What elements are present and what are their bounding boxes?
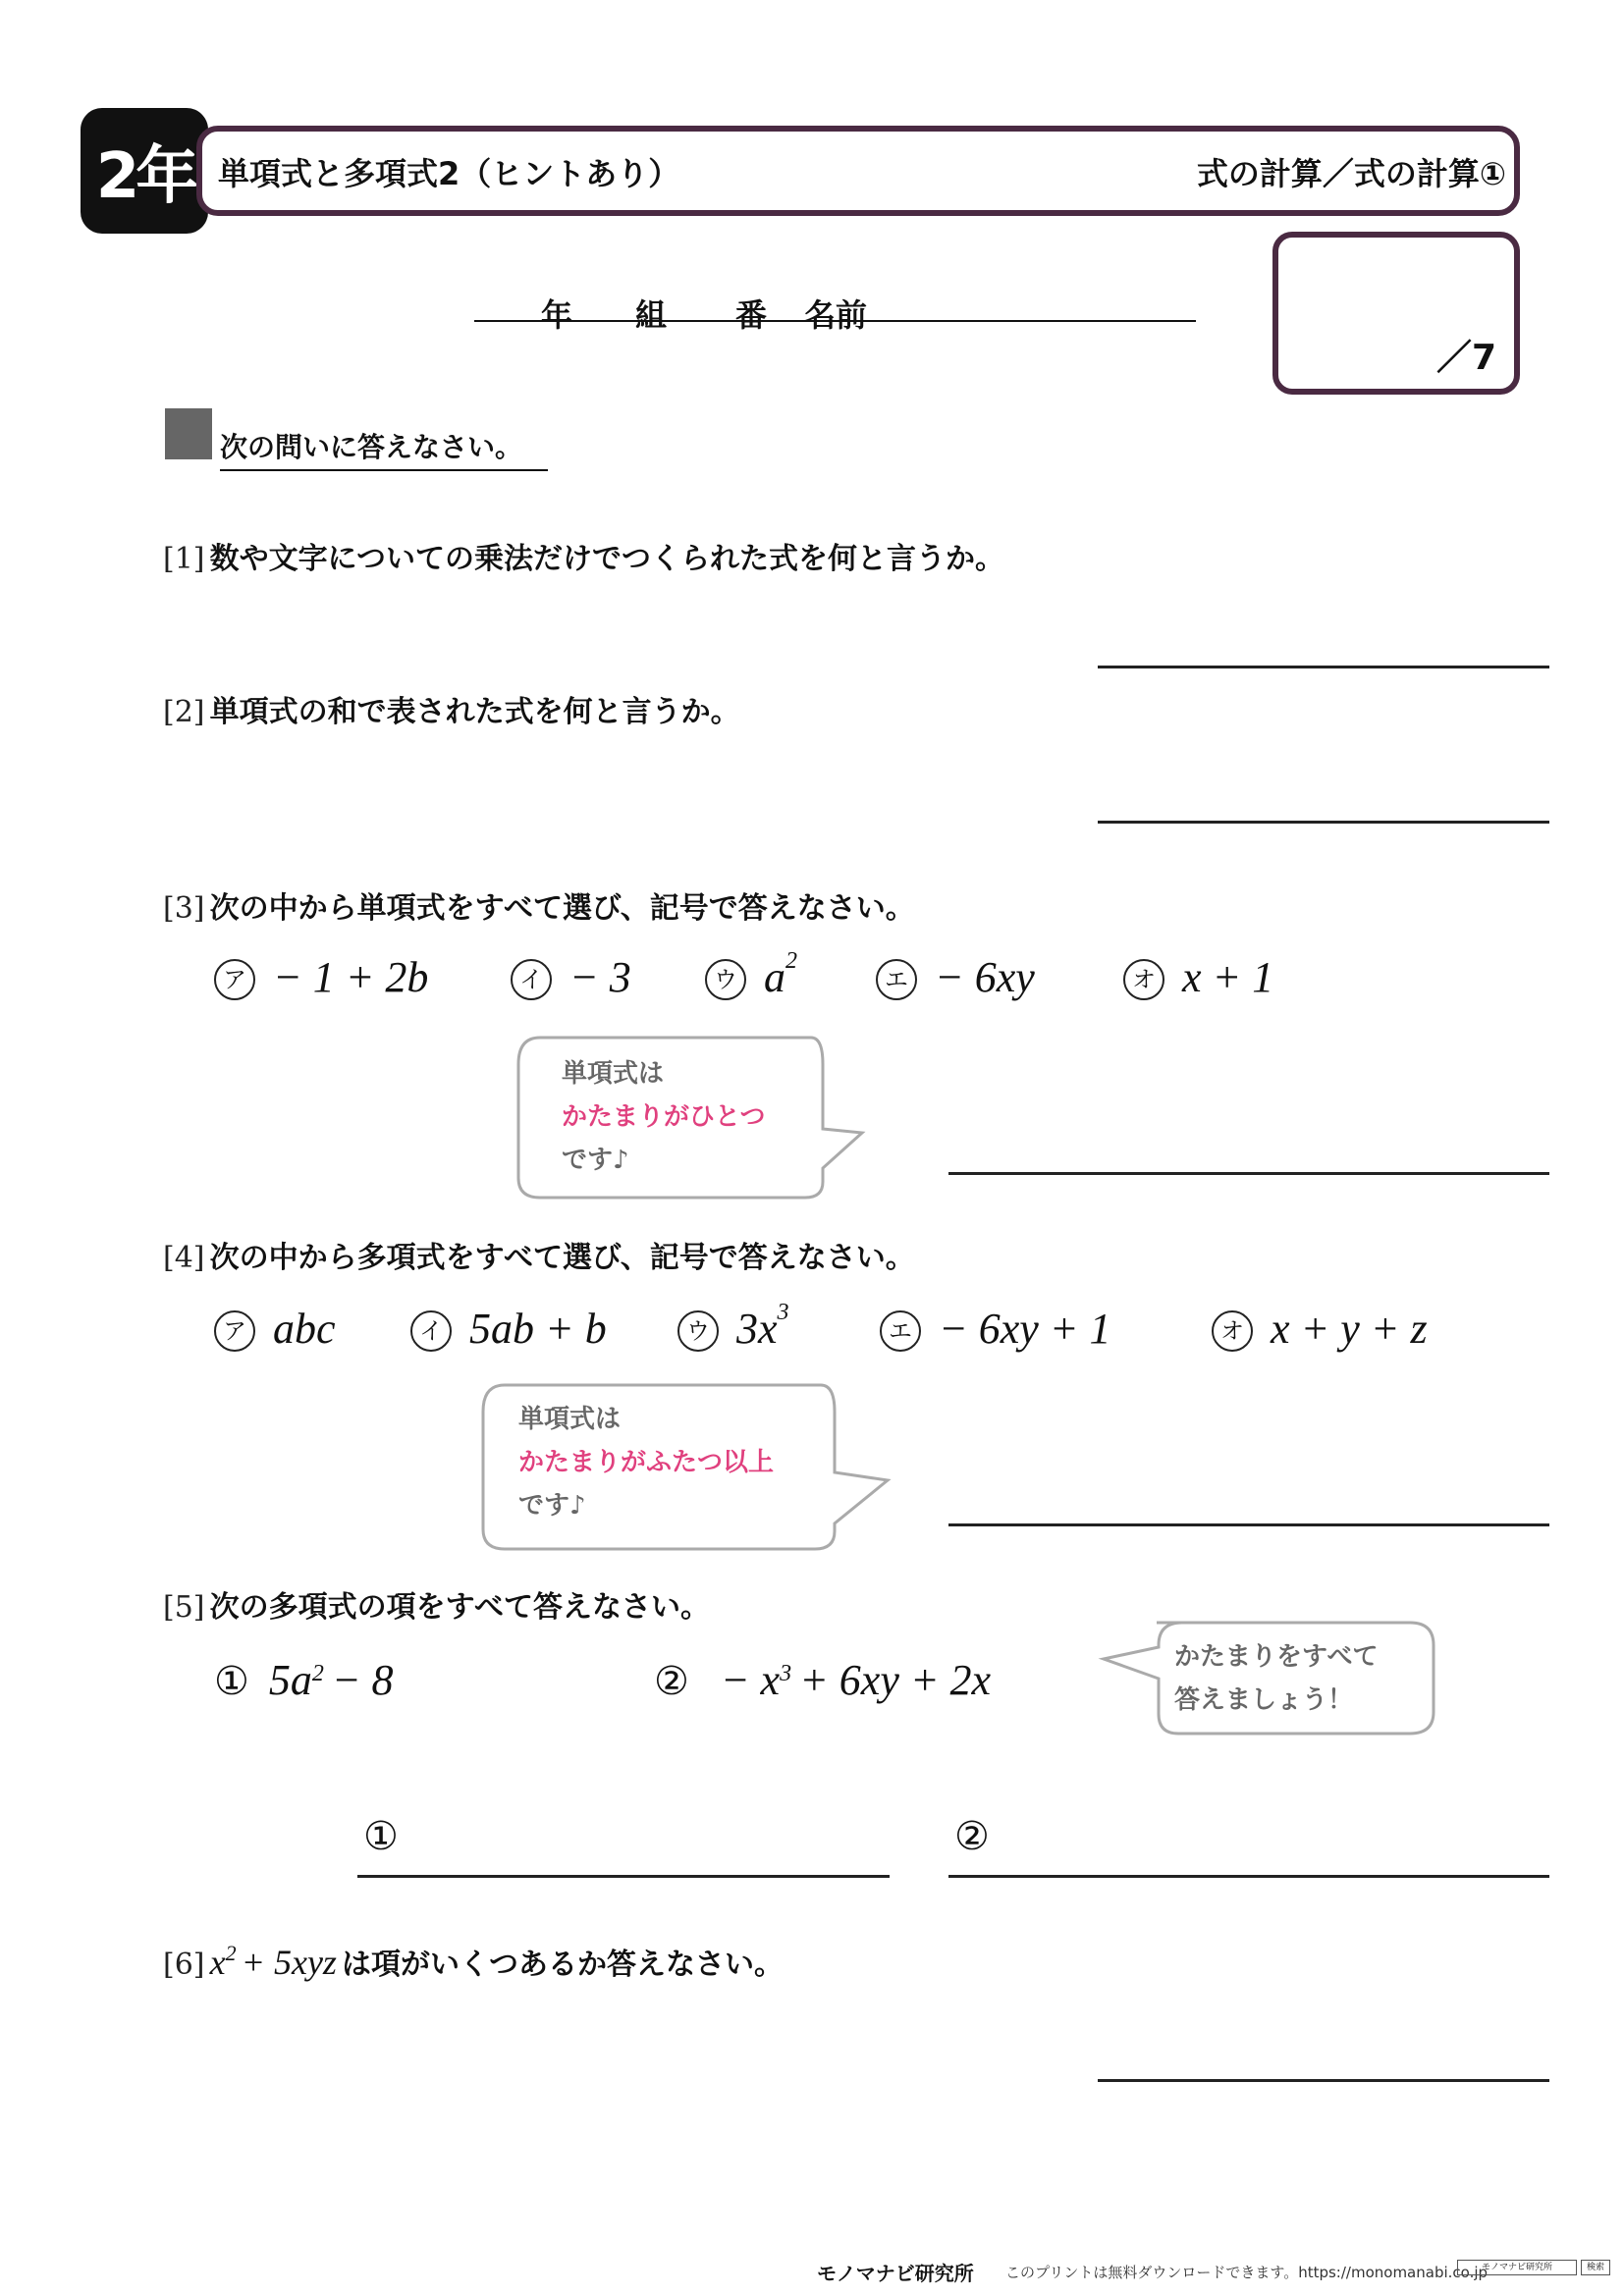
item-mark: ① <box>214 1659 249 1704</box>
q5-item-1 <box>214 1655 394 1705</box>
hint-highlight: かたまりがふたつ以上 <box>518 1448 775 1477</box>
search-button-label: 検索 <box>1586 2263 1604 2272</box>
footer-logo: モノマナビ研究所 <box>817 2262 974 2285</box>
question-4 <box>163 1233 915 1276</box>
exponent: 3 <box>777 1300 789 1326</box>
choice-expression: x + 1 <box>1182 953 1274 1001</box>
number-label: 番 <box>735 296 768 334</box>
question-number: [3] <box>163 891 205 926</box>
question-text: 次の中から多項式をすべて選び、記号で答えなさい。 <box>209 1241 915 1275</box>
choice-mark: ウ <box>705 959 746 1000</box>
q3-choice-e <box>1123 952 1273 1002</box>
q3-choice-b <box>511 952 631 1002</box>
student-info-line[interactable] <box>474 291 1196 334</box>
hint-text-4 <box>518 1398 774 1527</box>
answer-label-2: ② <box>954 1814 990 1859</box>
expression-part: + 6xy + 2x <box>799 1656 992 1704</box>
choice-mark: エ <box>876 959 917 1000</box>
question-text: は項がいくつあるか答えなさい。 <box>342 1948 785 1982</box>
choice-mark: エ <box>880 1310 921 1352</box>
choice-expression: 5ab + b <box>469 1305 607 1353</box>
hint-line: 単項式は <box>562 1059 665 1089</box>
unit-label: 式の計算／式の計算① <box>1196 155 1506 192</box>
expression-part: − x <box>720 1656 781 1704</box>
answer-line-6[interactable] <box>1098 2079 1549 2082</box>
instruction-text: 次の問いに答えなさい。 <box>220 426 548 471</box>
expression-part: − 8 <box>331 1656 394 1704</box>
expression-part: + 5xyz <box>241 1943 337 1982</box>
choice-expression: x + y + z <box>1271 1305 1428 1353</box>
answer-line-4[interactable] <box>948 1523 1549 1526</box>
answer-label-1: ① <box>363 1814 399 1859</box>
q3-choice-d <box>876 952 1035 1002</box>
q3-choice-a <box>214 952 428 1002</box>
question-number: [4] <box>163 1241 205 1275</box>
answer-line-2[interactable] <box>1098 821 1549 824</box>
question-text: 単項式の和で表された式を何と言うか。 <box>209 695 740 729</box>
question-number: [6] <box>163 1948 205 1982</box>
choice-expression: − 1 + 2b <box>273 953 429 1001</box>
answer-line-5-2[interactable] <box>948 1875 1549 1878</box>
hint-line: 答えましょう！ <box>1174 1685 1354 1715</box>
choice-mark: オ <box>1123 959 1164 1000</box>
class-label: 組 <box>635 296 668 334</box>
footer-search-box[interactable] <box>1457 2260 1577 2275</box>
q4-choice-c <box>677 1300 789 1354</box>
year-label: 年 <box>541 296 573 334</box>
q3-choice-c <box>705 948 797 1002</box>
question-number: [2] <box>163 695 205 729</box>
search-label: モノマナビ研究所 <box>1482 2263 1552 2272</box>
choice-expression: − 6xy + 1 <box>939 1305 1111 1353</box>
hint-line: です♪ <box>518 1491 586 1521</box>
hint-line: 単項式は <box>518 1405 622 1434</box>
choice-mark: イ <box>410 1310 452 1352</box>
hint-text-5 <box>1174 1635 1378 1722</box>
choice-mark: ア <box>214 959 255 1000</box>
expression-part: 5a <box>268 1656 312 1704</box>
choice-expression: − 3 <box>569 953 631 1001</box>
exponent: 2 <box>785 948 797 975</box>
choice-mark: イ <box>511 959 552 1000</box>
choice-expression: abc <box>273 1305 336 1353</box>
expression-part: x <box>209 1943 226 1982</box>
choice-mark: オ <box>1212 1310 1253 1352</box>
hint-highlight: かたまりがひとつ <box>562 1102 766 1132</box>
exponent: 2 <box>225 1940 237 1965</box>
question-1 <box>163 534 1004 577</box>
q4-choice-a <box>214 1304 336 1354</box>
footer-note: このプリントは無料ダウンロードできます。https://monomanabi.co.jp <box>1005 2264 1489 2281</box>
question-number: [1] <box>163 542 205 576</box>
answer-line-3[interactable] <box>948 1172 1549 1175</box>
choice-expression: 3x <box>736 1305 778 1353</box>
footer-search-button[interactable] <box>1581 2260 1610 2275</box>
q4-choice-d <box>880 1304 1110 1354</box>
question-6 <box>163 1940 784 1983</box>
hint-line: かたまりをすべて <box>1174 1642 1379 1672</box>
choice-mark: ア <box>214 1310 255 1352</box>
grade-label: 2年 <box>95 140 195 213</box>
choice-mark: ウ <box>677 1310 719 1352</box>
section-marker <box>165 408 212 459</box>
hint-line: です♪ <box>562 1146 629 1175</box>
question-text: 数や文字についての乗法だけでつくられた式を何と言うか。 <box>209 542 1004 576</box>
hint-text-3 <box>562 1052 765 1182</box>
answer-line-1[interactable] <box>1098 666 1549 668</box>
question-number: [5] <box>163 1590 205 1625</box>
q4-choice-b <box>410 1304 607 1354</box>
worksheet-title: 単項式と多項式2（ヒントあり） <box>218 155 680 192</box>
score-total: ／7 <box>1435 338 1496 378</box>
question-text: 次の中から単項式をすべて選び、記号で答えなさい。 <box>209 891 915 926</box>
name-label: 名前 <box>804 296 868 334</box>
question-5 <box>163 1582 710 1626</box>
question-text: 次の多項式の項をすべて答えなさい。 <box>209 1590 710 1625</box>
q5-item-2 <box>654 1655 991 1705</box>
question-2 <box>163 687 740 730</box>
question-3 <box>163 883 915 927</box>
exponent: 3 <box>780 1660 792 1686</box>
q4-choice-e <box>1212 1304 1428 1354</box>
answer-line-5-1[interactable] <box>357 1875 890 1878</box>
item-mark: ② <box>654 1659 689 1704</box>
choice-expression: − 6xy <box>935 953 1035 1001</box>
choice-expression: a <box>764 953 785 1001</box>
exponent: 2 <box>311 1660 324 1686</box>
